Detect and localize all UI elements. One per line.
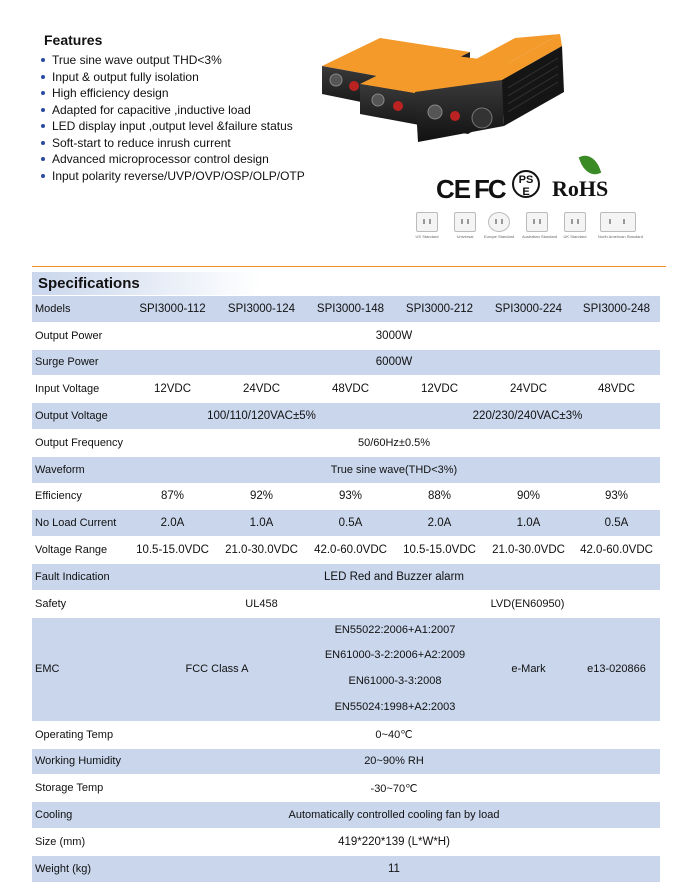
certification-marks bbox=[436, 168, 636, 208]
feature-text: True sine wave output THD<3% bbox=[52, 53, 222, 67]
row-label: Operating Temp bbox=[32, 722, 128, 749]
row-label: Fault Indication bbox=[32, 564, 128, 591]
table-row bbox=[32, 376, 660, 403]
table-cell: 88% bbox=[395, 484, 484, 511]
row-label: Output Voltage bbox=[32, 403, 128, 430]
bullet-icon bbox=[41, 58, 45, 62]
row-label: Weight (kg) bbox=[32, 856, 128, 883]
table-cell: LED Red and Buzzer alarm bbox=[128, 564, 660, 591]
table-cell: 0.5A bbox=[573, 510, 660, 537]
table-cell: 0.5A bbox=[306, 510, 395, 537]
table-cell: LVD(EN60950) bbox=[395, 591, 660, 618]
table-cell: 48VDC bbox=[306, 376, 395, 403]
outlet-icon bbox=[488, 212, 510, 232]
row-label: Voltage Range bbox=[32, 537, 128, 564]
model-cell: SPI3000-212 bbox=[395, 296, 484, 323]
table-row bbox=[32, 829, 660, 856]
table-cell: e13-020866 bbox=[573, 618, 660, 722]
table-cell: 21.0-30.0VDC bbox=[484, 537, 573, 564]
table-cell: True sine wave(THD<3%) bbox=[128, 457, 660, 484]
table-row bbox=[32, 775, 660, 802]
socket-us: US Standard bbox=[412, 212, 442, 239]
table-cell: 419*220*139 (L*W*H) bbox=[128, 829, 660, 856]
table-row bbox=[32, 591, 660, 618]
table-row bbox=[32, 537, 660, 564]
socket-australian: Australian Standard bbox=[522, 212, 552, 239]
row-label: Size (mm) bbox=[32, 829, 128, 856]
model-cell: SPI3000-112 bbox=[128, 296, 217, 323]
emc-standards-cell bbox=[306, 618, 484, 722]
ce-mark-icon: CE bbox=[436, 174, 471, 204]
model-cell: SPI3000-124 bbox=[217, 296, 306, 323]
feature-text: Input polarity reverse/UVP/OVP/OSP/OLP/OTP bbox=[52, 168, 305, 183]
table-cell: 21.0-30.0VDC bbox=[217, 537, 306, 564]
outlet-icon bbox=[564, 212, 586, 232]
table-row bbox=[32, 510, 660, 537]
table-row bbox=[32, 802, 660, 829]
specifications-title: Specifications bbox=[38, 275, 140, 292]
bullet-icon bbox=[41, 108, 45, 112]
table-cell: 48VDC bbox=[573, 376, 660, 403]
model-cell: SPI3000-224 bbox=[484, 296, 573, 323]
bullet-icon bbox=[41, 124, 45, 128]
table-row bbox=[32, 749, 660, 776]
table-cell: -30~70℃ bbox=[128, 775, 660, 802]
row-label: Working Humidity bbox=[32, 749, 128, 776]
bullet-icon bbox=[41, 75, 45, 79]
table-cell: 12VDC bbox=[128, 376, 217, 403]
row-label: Input Voltage bbox=[32, 376, 128, 403]
table-cell: 42.0-60.0VDC bbox=[573, 537, 660, 564]
table-row bbox=[32, 564, 660, 591]
table-row bbox=[32, 403, 660, 430]
table-cell: 2.0A bbox=[128, 510, 217, 537]
feature-text: High efficiency design bbox=[52, 86, 169, 100]
row-label: Models bbox=[32, 296, 128, 323]
socket-standards bbox=[412, 212, 642, 244]
row-label: Safety bbox=[32, 591, 128, 618]
table-cell: 24VDC bbox=[484, 376, 573, 403]
socket-uk: UK Standard bbox=[560, 212, 590, 239]
section-divider bbox=[32, 266, 666, 267]
features-title: Features bbox=[44, 32, 103, 48]
table-row bbox=[32, 296, 660, 323]
table-cell: 90% bbox=[484, 484, 573, 511]
table-row bbox=[32, 457, 660, 484]
table-row bbox=[32, 722, 660, 749]
table-cell: 2.0A bbox=[395, 510, 484, 537]
table-cell: 92% bbox=[217, 484, 306, 511]
table-row bbox=[32, 856, 660, 883]
table-cell: 1.0A bbox=[217, 510, 306, 537]
table-cell: 3000W bbox=[128, 323, 660, 350]
table-cell: UL458 bbox=[128, 591, 395, 618]
table-cell: 6000W bbox=[128, 350, 660, 377]
outlet-icon bbox=[526, 212, 548, 232]
table-cell: 93% bbox=[573, 484, 660, 511]
row-label: Cooling bbox=[32, 802, 128, 829]
feature-text: Advanced microprocessor control design bbox=[52, 152, 269, 166]
table-cell: 24VDC bbox=[217, 376, 306, 403]
feature-text: LED display input ,output level &failure status bbox=[52, 119, 293, 133]
table-row bbox=[32, 350, 660, 377]
emc-standard: EN55024:1998+A2:2003 bbox=[334, 700, 456, 713]
row-label: Efficiency bbox=[32, 484, 128, 511]
emc-standard: EN61000-3-3:2008 bbox=[348, 675, 442, 688]
table-cell: e-Mark bbox=[484, 618, 573, 722]
row-label: Waveform bbox=[32, 457, 128, 484]
emc-standard: EN61000-3-2:2006+A2:2009 bbox=[324, 649, 466, 662]
table-row bbox=[32, 323, 660, 350]
table-cell: 20~90% RH bbox=[128, 749, 660, 776]
table-cell: 1.0A bbox=[484, 510, 573, 537]
pse-mark-icon: PS E bbox=[512, 170, 540, 198]
table-cell: 10.5-15.0VDC bbox=[395, 537, 484, 564]
bullet-icon bbox=[41, 157, 45, 161]
outlet-icon bbox=[454, 212, 476, 232]
feature-text: Adapted for capacitive ,inductive load bbox=[52, 102, 251, 117]
row-label: Output Power bbox=[32, 323, 128, 350]
table-row-emc bbox=[32, 618, 660, 722]
table-row bbox=[32, 430, 660, 457]
table-cell: Automatically controlled cooling fan by load bbox=[128, 802, 660, 829]
feature-item bbox=[36, 168, 356, 185]
table-cell: FCC Class A bbox=[128, 618, 306, 722]
row-label: Output Frequency bbox=[32, 430, 128, 457]
feature-text: Input & output fully isolation bbox=[52, 69, 199, 84]
table-cell: 220/230/240VAC±3% bbox=[395, 403, 660, 430]
row-label: Surge Power bbox=[32, 350, 128, 377]
table-cell: 100/110/120VAC±5% bbox=[128, 403, 395, 430]
bullet-icon bbox=[41, 91, 45, 95]
table-cell: 10.5-15.0VDC bbox=[128, 537, 217, 564]
outlet-icon bbox=[416, 212, 438, 232]
inverter-product-image bbox=[300, 8, 670, 158]
table-cell: 11 bbox=[128, 856, 660, 883]
socket-universal: Universal bbox=[450, 212, 480, 239]
table-cell: 87% bbox=[128, 484, 217, 511]
feature-text: Soft-start to reduce inrush current bbox=[52, 135, 231, 150]
table-cell: 93% bbox=[306, 484, 395, 511]
model-cell: SPI3000-248 bbox=[573, 296, 660, 323]
specifications-header bbox=[32, 272, 260, 295]
emc-standard: EN55022:2006+A1:2007 bbox=[334, 623, 456, 636]
table-cell: 0~40℃ bbox=[128, 722, 660, 749]
fcc-mark-icon: FC bbox=[474, 174, 505, 204]
specifications-table bbox=[32, 296, 660, 883]
table-cell: 50/60Hz±0.5% bbox=[128, 430, 660, 457]
rohs-mark-icon: RoHS bbox=[552, 176, 609, 201]
outlet-icon bbox=[600, 212, 636, 232]
table-cell: 42.0-60.0VDC bbox=[306, 537, 395, 564]
row-label: Storage Temp bbox=[32, 775, 128, 802]
socket-europe: Europe Standard bbox=[484, 212, 514, 239]
row-label: EMC bbox=[32, 618, 128, 722]
bullet-icon bbox=[41, 141, 45, 145]
row-label: No Load Current bbox=[32, 510, 128, 537]
table-cell: 12VDC bbox=[395, 376, 484, 403]
bullet-icon bbox=[41, 174, 45, 178]
model-cell: SPI3000-148 bbox=[306, 296, 395, 323]
socket-north-american: North American Standard bbox=[598, 212, 638, 239]
table-row bbox=[32, 484, 660, 511]
